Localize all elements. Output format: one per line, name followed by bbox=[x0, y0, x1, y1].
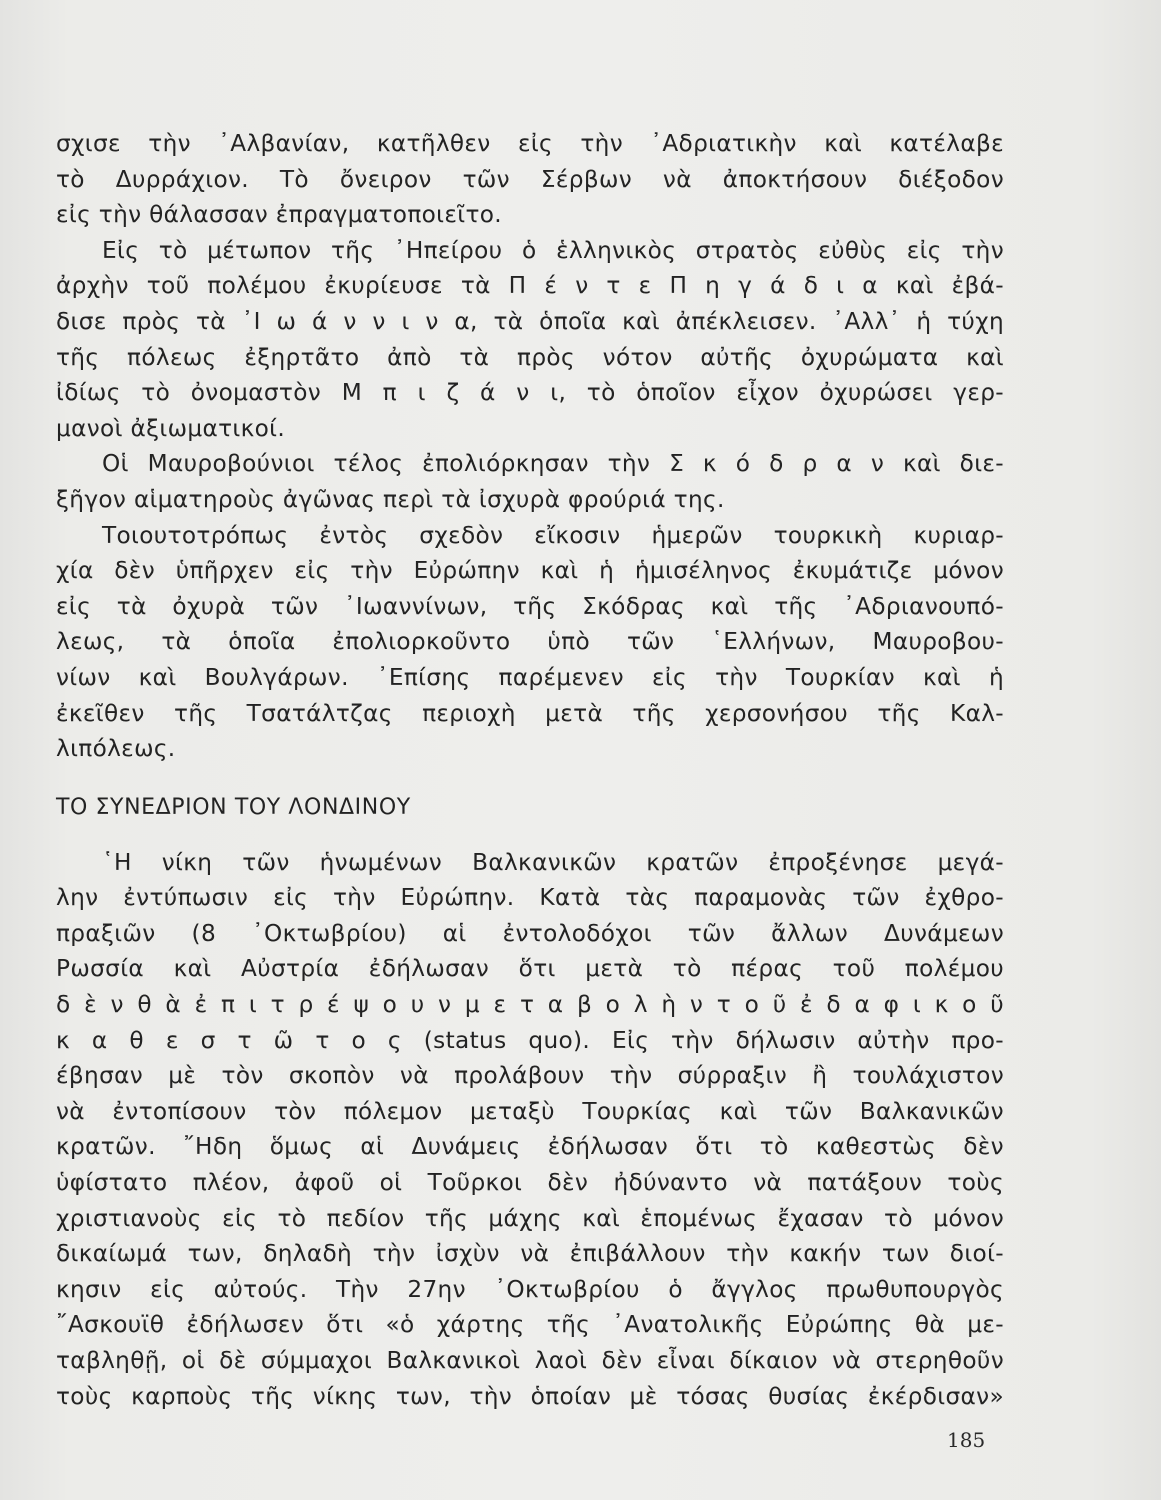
text-line: δισε πρὸς τὰ ᾿Ι ω ά ν ν ι ν α, τὰ ὁποῖα καὶ ἀπέκλεισεν. ᾿Αλλ᾿ ἡ τύχη bbox=[56, 307, 1004, 335]
text-line: ταβληθῇ, οἱ δὲ σύμμαχοι Βαλκανικοὶ λαοὶ δὲν εἶναι δίκαιον νὰ στερηθοῦν bbox=[56, 1347, 1004, 1374]
text-line: ξῆγον αἱματηροὺς ἀγῶνας περὶ τὰ ἰσχυρὰ φρούριά της. bbox=[56, 485, 725, 513]
text-line: κ α θ ε σ τ ῶ τ ο ς (status quo). Εἰς τὴν δήλωσιν αὐτὴν προ- bbox=[56, 1026, 1004, 1054]
paragraph-1 bbox=[56, 126, 1004, 233]
text-line: Ρωσσία καὶ Αὐστρία ἐδήλωσαν ὅτι μετὰ τὸ πέρας τοῦ πολέμου bbox=[56, 955, 1004, 983]
text-line: λην ἐντύπωσιν εἰς τὴν Εὐρώπην. Κατὰ τὰς παραμονὰς τῶν ἐχθρο- bbox=[56, 884, 1004, 912]
text-line: τῆς πόλεως ἐξηρτᾶτο ἀπὸ τὰ πρὸς νότον αὐτῆς ὀχυρώματα καὶ bbox=[56, 343, 1004, 371]
text-line: χία δὲν ὑπῆρχεν εἰς τὴν Εὐρώπην καὶ ἡ ἡμισέληνος ἐκυμάτιζε μόνον bbox=[56, 557, 1004, 585]
text-line: λεως, τὰ ὁποῖα ἐπολιορκοῦντο ὑπὸ τῶν ῾Ελλήνων, Μαυροβου- bbox=[56, 628, 1004, 656]
text-line: ἐκεῖθεν τῆς Τσατάλτζας περιοχὴ μετὰ τῆς χερσονήσου τῆς Καλ- bbox=[56, 699, 1004, 727]
text-line: Εἰς τὸ μέτωπον τῆς ᾿Ηπείρου ὁ ἑλληνικὸς στρατὸς εὐθὺς εἰς τὴν bbox=[102, 236, 1004, 264]
text-line: ῎Ασκουϊθ ἐδήλωσεν ὅτι «ὁ χάρτης τῆς ᾿Ανατολικῆς Εὐρώπης θὰ με- bbox=[56, 1311, 1004, 1339]
text-line: ἰδίως τὸ ὀνομαστὸν Μ π ι ζ ά ν ι, τὸ ὁποῖον εἶχον ὀχυρώσει γερ- bbox=[56, 379, 1004, 407]
text-line: τοὺς καρποὺς τῆς νίκης των, τὴν ὁποίαν μὲ τόσας θυσίας ἐκέρδισαν» bbox=[56, 1382, 1004, 1410]
text-line: δ ὲ ν θ ὰ ἐ π ι τ ρ έ ψ ο υ ν μ ε τ α β ο λ ὴ ν τ ο ῦ ἐ δ α φ ι κ ο ῦ bbox=[56, 991, 1004, 1019]
section-heading: ΤΟ ΣΥΝΕΔΡΙΟΝ ΤΟΥ ΛΟΝΔΙΝΟΥ bbox=[56, 794, 411, 820]
text-line: κησιν εἰς αὐτούς. Τὴν 27ην ᾿Οκτωβρίου ὁ ἄγγλος πρωθυπουργὸς bbox=[56, 1275, 1004, 1303]
text-line: εἰς τὴν θάλασσαν ἐπραγματοποιεῖτο. bbox=[56, 201, 503, 229]
paragraph-2 bbox=[56, 233, 1004, 447]
text-line: Τοιουτοτρόπως ἐντὸς σχεδὸν εἴκοσιν ἡμερῶν τουρκικὴ κυριαρ- bbox=[102, 521, 1004, 549]
text-line: δικαίωμά των, δηλαδὴ τὴν ἰσχὺν νὰ ἐπιβάλλουν τὴν κακήν των διοί- bbox=[56, 1240, 1004, 1268]
text-line: Οἱ Μαυροβούνιοι τέλος ἐπολιόρκησαν τὴν Σ κ ό δ ρ α ν καὶ διε- bbox=[102, 450, 1004, 478]
text-line: εἰς τὰ ὀχυρὰ τῶν ᾿Ιωαννίνων, τῆς Σκόδρας καὶ τῆς ᾿Αδριανουπό- bbox=[56, 592, 1004, 620]
page-number: 185 bbox=[947, 1428, 986, 1452]
text-line: ὑφίστατο πλέον, ἀφοῦ οἱ Τοῦρκοι δὲν ἠδύναντο νὰ πατάξουν τοὺς bbox=[56, 1169, 1004, 1197]
paragraph-4 bbox=[56, 518, 1004, 767]
text-line: έβησαν μὲ τὸν σκοπὸν νὰ προλάβουν τὴν σύρραξιν ἢ τουλάχιστον bbox=[56, 1062, 1004, 1090]
text-line: λιπόλεως. bbox=[56, 735, 176, 763]
text-line: κρατῶν. ῎Ηδη ὅμως αἱ Δυνάμεις ἐδήλωσαν ὅτι τὸ καθεστὼς δὲν bbox=[56, 1133, 1004, 1161]
text-line: πραξιῶν (8 ᾿Οκτωβρίου) αἱ ἐντολοδόχοι τῶν ἄλλων Δυνάμεων bbox=[56, 919, 1004, 947]
text-line: σχισε τὴν ᾿Αλβανίαν, κατῆλθεν εἰς τὴν ᾿Αδριατικὴν καὶ κατέλαβε bbox=[56, 130, 1004, 157]
text-line: ἀρχὴν τοῦ πολέμου ἐκυρίευσε τὰ Π έ ν τ ε Π η γ ά δ ι α καὶ ἐβά- bbox=[56, 272, 1004, 300]
body-text bbox=[56, 126, 1004, 1414]
text-line: νὰ ἐντοπίσουν τὸν πόλεμον μεταξὺ Τουρκίας καὶ τῶν Βαλκανικῶν bbox=[56, 1097, 1004, 1125]
text-line: ῾Η νίκη τῶν ἡνωμένων Βαλκανικῶν κρατῶν ἐπροξένησε μεγά- bbox=[102, 848, 1004, 876]
paragraph-5 bbox=[56, 845, 1004, 1415]
text-line: τὸ Δυρράχιον. Τὸ ὄνειρον τῶν Σέρβων νὰ ἀποκτήσουν διέξοδον bbox=[56, 165, 1004, 193]
text-line: χριστιανοὺς εἰς τὸ πεδίον τῆς μάχης καὶ ἑπομένως ἔχασαν τὸ μόνον bbox=[56, 1204, 1004, 1232]
paragraph-3 bbox=[56, 446, 1004, 517]
text-line: νίων καὶ Βουλγάρων. ᾿Επίσης παρέμενεν εἰς τὴν Τουρκίαν καὶ ἡ bbox=[56, 663, 1004, 691]
text-line: μανοὶ ἀξιωματικοί. bbox=[56, 414, 286, 442]
